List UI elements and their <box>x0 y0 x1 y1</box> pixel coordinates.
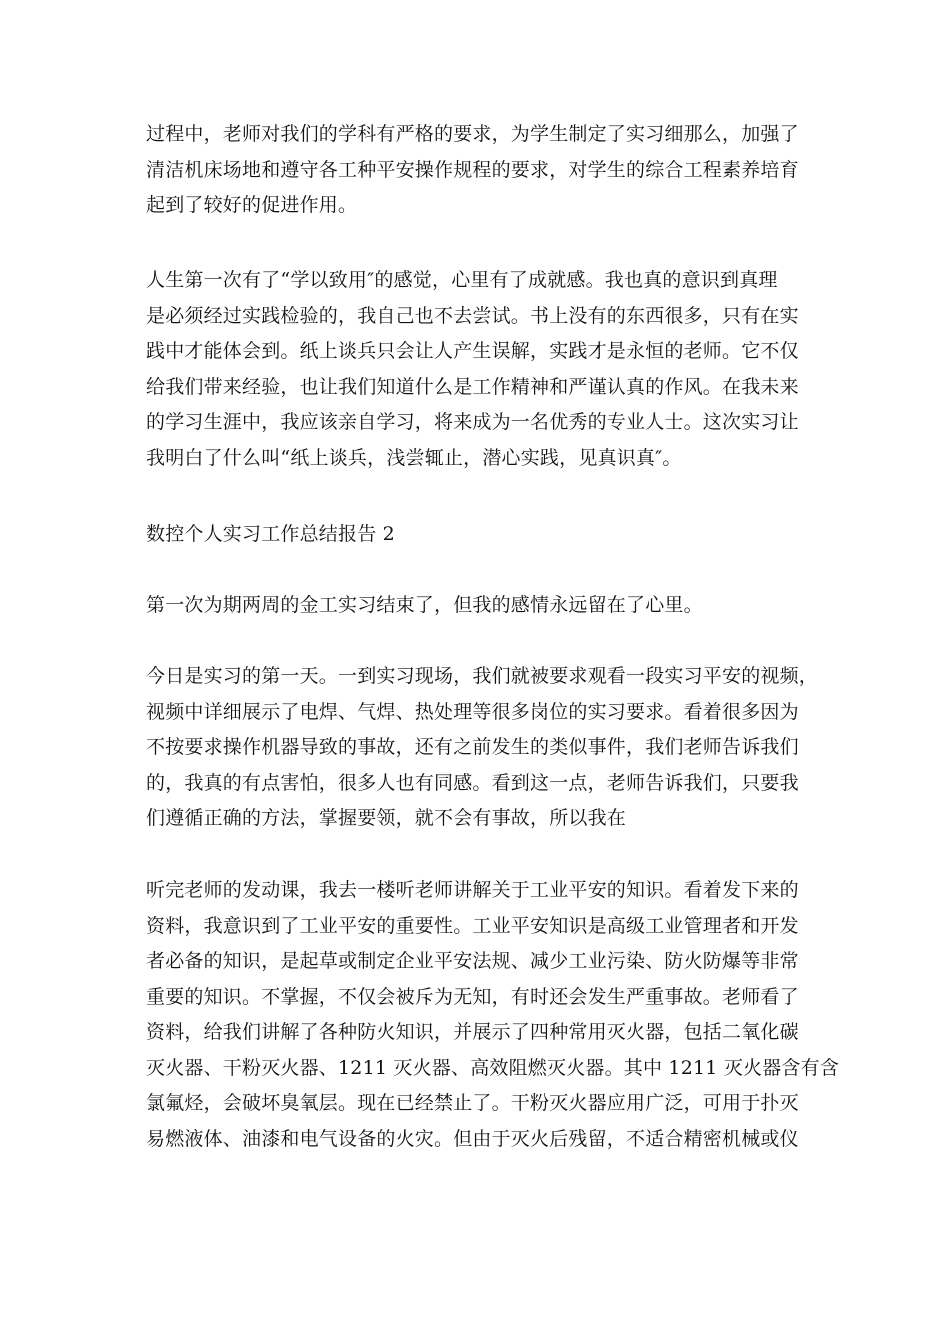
text-line: 是必须经过实践检验的，我自己也不去尝试。书上没有的东西很多，只有在实 <box>146 304 799 327</box>
text-line: 我明白了什么叫“纸上谈兵，浅尝辄止，潜心实践，见真识真″。 <box>146 446 682 469</box>
text-line: 灭火器、干粉灭火器、1211 灭火器、高效阻燃灭火器。其中 1211 灭火器含有含 <box>146 1056 840 1079</box>
text-line: 氯氟烃，会破坏臭氧层。现在已经禁止了。干粉灭火器应用广泛，可用于扑灭 <box>146 1092 799 1114</box>
paragraph-internship-requirements <box>146 117 816 224</box>
section-heading <box>146 517 816 553</box>
text-line: 资料，我意识到了工业平安的重要性。工业平安知识是高级工业管理者和开发 <box>146 914 799 937</box>
text-line: 者必备的知识，是起草或制定企业平安法规、减少工业污染、防火防爆等非常 <box>146 950 799 972</box>
text-line: 人生第一次有了“学以致用″的感觉，心里有了成就感。我也真的意识到真理 <box>146 269 778 291</box>
heading-line: 数控个人实习工作总结报告 2 <box>146 523 395 545</box>
text-line: 听完老师的发动课，我去一楼听老师讲解关于工业平安的知识。看着发下来的 <box>146 879 799 901</box>
paragraph-first-day <box>146 659 819 837</box>
text-line: 清洁机床场地和遵守各工种平安操作规程的要求，对学生的综合工程素养培育 <box>146 158 799 181</box>
text-line: 给我们带来经验，也让我们知道什么是工作精神和严谨认真的作风。在我未来 <box>146 375 799 398</box>
text-line: 易燃液体、油漆和电气设备的火灾。但由于灭火后残留，不适合精密机械或仪 <box>146 1127 799 1150</box>
text-line: 不按要求操作机器导致的事故，还有之前发生的类似事件，我们老师告诉我们 <box>146 736 799 758</box>
paragraph-safety-knowledge <box>146 873 840 1157</box>
text-line: 视频中详细展示了电焊、气焊、热处理等很多岗位的实习要求。看着很多因为 <box>146 700 799 723</box>
text-line: 的学习生涯中，我应该亲自学习，将来成为一名优秀的专业人士。这次实习让 <box>146 411 799 433</box>
text-line: 的，我真的有点害怕，很多人也有同感。看到这一点，老师告诉我们，只要我 <box>146 771 799 794</box>
text-line: 起到了较好的促进作用。 <box>146 194 358 216</box>
paragraph-intro <box>146 588 816 624</box>
text-line: 第一次为期两周的金工实习结束了，但我的感情永远留在了心里。 <box>146 594 703 616</box>
text-line: 过程中，老师对我们的学科有严格的要求，为学生制定了实习细那么，加强了 <box>146 123 799 145</box>
text-line: 资料，给我们讲解了各种防火知识，并展示了四种常用灭火器，包括二氧化碳 <box>146 1021 799 1043</box>
text-line: 重要的知识。不掌握，不仅会被斥为无知，有时还会发生严重事故。老师看了 <box>146 985 799 1008</box>
text-line: 今日是实习的第一天。一到实习现场，我们就被要求观看一段实习平安的视频， <box>146 665 819 687</box>
text-line: 践中才能体会到。纸上谈兵只会让人产生误解，实践才是永恒的老师。它不仅 <box>146 340 799 362</box>
paragraph-learning-reflection <box>146 263 816 476</box>
text-line: 们遵循正确的方法，掌握要领，就不会有事故，所以我在 <box>146 807 627 829</box>
